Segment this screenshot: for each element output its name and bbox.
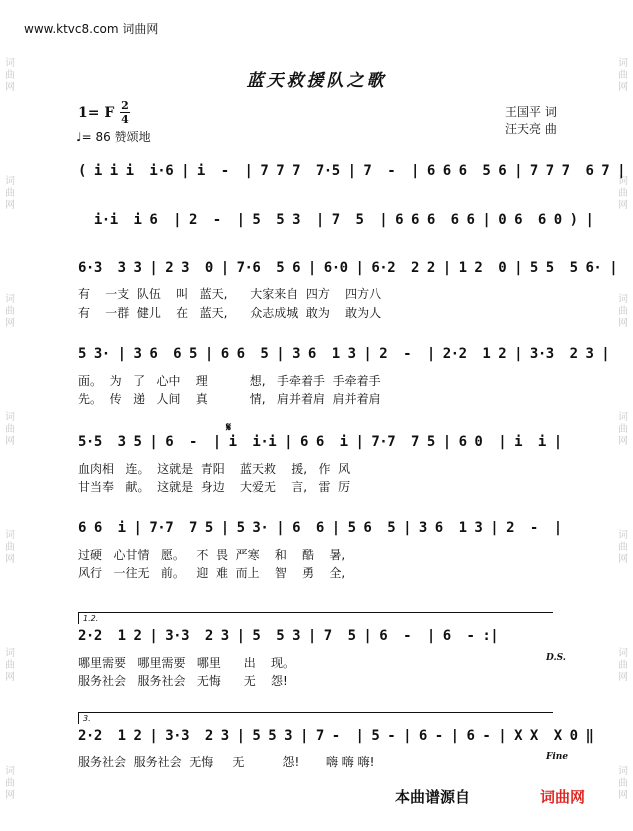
lyric-verse-1: 有 一支 队伍 叫 蓝天, 大家来自 四方 四方八 [78,287,382,301]
source-site-link[interactable]: 词曲网 [540,788,586,806]
watermark-glyph: 网 [5,82,15,93]
watermark-glyph: 词 [5,176,15,187]
watermark-glyph: 网 [5,436,15,447]
watermark-glyph: 词 [618,58,628,69]
watermark-glyph: 词 [618,412,628,423]
source-label: 本曲谱源自 [395,788,471,806]
watermark-glyph: 词 [5,766,15,777]
watermark-glyph: 曲 [5,778,15,789]
watermark-glyph: 网 [5,672,15,683]
watermark-glyph: 词 [618,766,628,777]
notation: ( i i i i·6 | i - | 7 7 7 7·5 | 7 - | 6 6 6 5 6 | 7 7 7 6 7 | [78,163,626,179]
ds-marking: D.S. [546,653,566,663]
watermark-glyph: 曲 [5,70,15,81]
watermark-glyph: 网 [5,554,15,565]
lyric-verse-2: 甘当奉 献。 这就是 身边 大爱无 言, 雷 厉 [78,480,351,494]
lyricist-credit: 王国平 词 [505,105,557,119]
watermark-left [0,0,20,831]
watermark-glyph: 曲 [618,778,628,789]
notation: 6 6 i | 7·7 7 5 | 5 3· | 6 6 | 5 6 5 | 3 6 1 3 | 2 - | [78,520,562,536]
lyric-line: 服务社会 服务社会 无悔 无 怨! 嗨 嗨 嗨! [78,755,375,769]
segno-sign: 𝄋 [226,420,232,434]
site-header: www.ktvc8.com 词曲网 [24,22,159,36]
volta-first-ending: 1.2. [78,612,553,624]
watermark-glyph: 网 [5,790,15,801]
watermark-glyph: 词 [5,648,15,659]
watermark-right [613,0,633,831]
watermark-glyph: 词 [5,58,15,69]
watermark-glyph: 曲 [618,424,628,435]
lyric-verse-2: 有 一群 健儿 在 蓝天, 众志成城 敢为 敢为人 [78,306,382,320]
notation: 6·3 3 3 | 2 3 0 | 7·6 5 6 | 6·0 | 6·2 2 2 | 1 2 0 | 5 5 5 6· | [78,260,618,276]
lyric-verse-1: 面。 为 了 心中 理 想, 手牵着手 手牵着手 [78,374,381,388]
volta-third-ending: 3. [78,712,553,724]
fine-marking: Fine [546,752,569,762]
watermark-glyph: 曲 [5,306,15,317]
watermark-glyph: 曲 [5,424,15,435]
watermark-glyph: 词 [5,294,15,305]
lyric-verse-1: 哪里需要 哪里需要 哪里 出 现。 [78,656,296,670]
watermark-glyph: 网 [618,436,628,447]
watermark-glyph: 网 [618,200,628,211]
time-top: 2 [121,99,129,112]
watermark-glyph: 曲 [618,70,628,81]
watermark-glyph: 词 [5,412,15,423]
watermark-glyph: 曲 [618,188,628,199]
watermark-glyph: 词 [618,530,628,541]
time-signature [120,100,130,125]
watermark-glyph: 曲 [618,660,628,671]
watermark-glyph: 网 [618,554,628,565]
watermark-glyph: 曲 [5,542,15,553]
watermark-glyph: 曲 [5,660,15,671]
watermark-glyph: 网 [5,318,15,329]
watermark-glyph: 曲 [618,542,628,553]
watermark-glyph: 网 [5,200,15,211]
watermark-glyph: 网 [618,672,628,683]
watermark-glyph: 网 [618,82,628,93]
lyric-verse-1: 过硬 心甘情 愿。 不 畏 严寒 和 酷 暑, [78,548,346,562]
watermark-glyph: 曲 [618,306,628,317]
time-bottom: 4 [121,113,129,126]
notation: 5·5 3 5 | 6 - | i i·i | 6 6 i | 7·7 7 5 | 6 0 | i i | [78,434,562,450]
tempo-marking: ♩= 86 赞颂地 [76,130,151,144]
lyric-verse-2: 风行 一往无 前。 迎 难 而上 智 勇 全, [78,566,346,580]
song-title: 蓝天救援队之歌 [246,71,387,91]
key-signature: 1= F [78,105,115,121]
notation: 5 3· | 3 6 6 5 | 6 6 5 | 3 6 1 3 | 2 - | 2·2 1 2 | 3·3 2 3 | [78,346,610,362]
lyric-verse-1: 血肉相 连。 这就是 青阳 蓝天救 援, 作 风 [78,462,351,476]
watermark-glyph: 网 [618,790,628,801]
watermark-glyph: 词 [5,530,15,541]
watermark-glyph: 词 [618,294,628,305]
notation: 2·2 1 2 | 3·3 2 3 | 5 5 3 | 7 - | 5 - | 6 - | 6 - | X X X 0 ‖ [78,728,594,744]
watermark-glyph: 曲 [5,188,15,199]
notation: 2·2 1 2 | 3·3 2 3 | 5 5 3 | 7 5 | 6 - | 6 - :| [78,628,499,644]
watermark-glyph: 网 [618,318,628,329]
composer-credit: 汪天亮 曲 [505,122,557,136]
watermark-glyph: 词 [618,648,628,659]
lyric-verse-2: 先。 传 递 人间 真 情, 肩并着肩 肩并着肩 [78,392,381,406]
notation: i·i i 6 | 2 - | 5 5 3 | 7 5 | 6 6 6 6 6 | 0 6 6 0 ) | [78,212,594,228]
lyric-verse-2: 服务社会 服务社会 无悔 无 怨! [78,674,288,688]
watermark-glyph: 词 [618,176,628,187]
